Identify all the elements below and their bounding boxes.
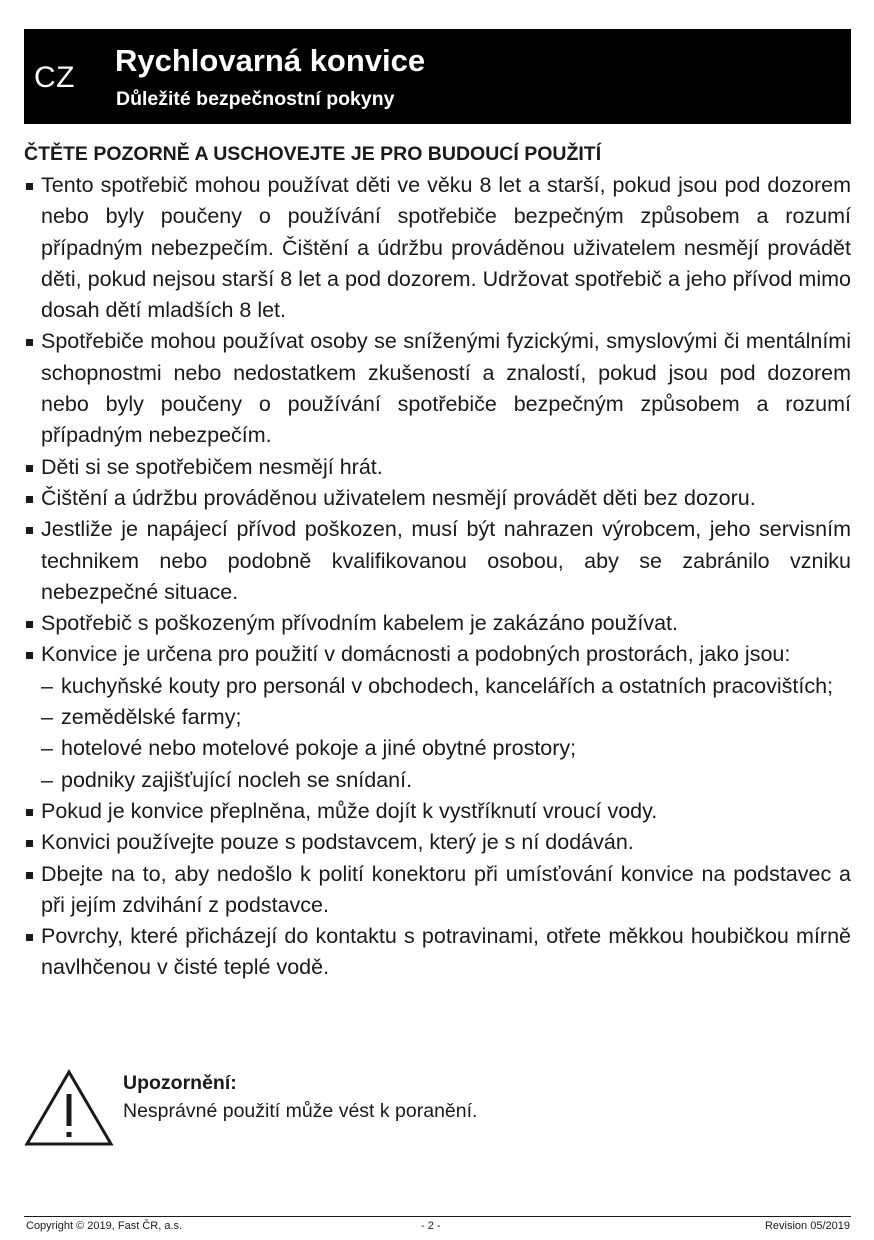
warning-triangle-icon: [24, 1068, 114, 1148]
warning-title: Upozornění:: [123, 1072, 237, 1094]
language-code: CZ: [34, 61, 75, 94]
list-item: [24, 514, 851, 608]
bullet-square-icon: [26, 809, 33, 816]
list-item-text: Spotřebiče mohou používat osoby se sníženými fyzickými, smyslovými či mentálními schopnostmi nebo nedostatkem zkušeností a znalostí, pokud jsou pod dozorem nebo byly poučeny o používání spotřebiče bezpečným způsobem a rozumí případným nebezpečím.: [41, 329, 851, 448]
footer-copyright: Copyright © 2019, Fast ČR, a.s.: [26, 1220, 183, 1232]
list-item: [24, 827, 851, 858]
sub-list: [41, 671, 851, 796]
bullet-square-icon: [26, 934, 33, 941]
bullet-square-icon: [26, 496, 33, 503]
list-item-text: Čištění a údržbu prováděnou uživatelem nesmějí provádět děti bez dozoru.: [41, 485, 756, 510]
sub-list-item: [41, 702, 851, 733]
header-bar: [24, 29, 851, 124]
list-item: [24, 608, 851, 639]
sub-list-item: [41, 765, 851, 796]
list-item: [24, 796, 851, 827]
sub-list-item: [41, 671, 851, 702]
section-heading: ČTĚTE POZORNĚ A USCHOVEJTE JE PRO BUDOUCÍ POUŽITÍ: [24, 143, 602, 165]
dash-marker: –: [41, 705, 53, 730]
list-item-text: Povrchy, které přicházejí do kontaktu s potravinami, otřete měkkou houbičkou mírně navlhčenou v čisté teplé vodě.: [41, 924, 851, 980]
list-item-text: Tento spotřebič mohou používat děti ve věku 8 let a starší, pokud jsou pod dozorem nebo byly poučeny o používání spotřebiče bezpečným způsobem a rozumí případným nebezpečím. Čištění a údržbu prováděnou uživatelem nesmějí provádět děti, pokud nejsou starší 8 let a pod dozorem. Udržovat spotřebič a jeho přívod mimo dosah dětí mladších 8 let.: [41, 173, 851, 323]
page-title: Rychlovarná konvice: [115, 43, 426, 78]
bullet-square-icon: [26, 872, 33, 879]
list-item: [24, 639, 851, 795]
sub-list-item-text: hotelové nebo motelové pokoje a jiné obytné prostory;: [61, 736, 577, 761]
list-item: [24, 326, 851, 451]
warning-text: Nesprávné použití může vést k poranění.: [123, 1100, 478, 1122]
list-item-text: Spotřebič s poškozeným přívodním kabelem je zakázáno používat.: [41, 611, 678, 636]
list-item-text: Pokud je konvice přeplněna, může dojít k vystříknutí vroucí vody.: [41, 798, 658, 823]
bullet-square-icon: [26, 840, 33, 847]
list-item-text: Konvici používejte pouze s podstavcem, který je s ní dodáván.: [41, 830, 634, 855]
bullet-square-icon: [26, 465, 33, 472]
sub-list-item-text: kuchyňské kouty pro personál v obchodech, kancelářích a ostatních pracovištích;: [61, 673, 834, 698]
bullet-square-icon: [26, 621, 33, 628]
footer-page-number: - 2 -: [421, 1220, 441, 1232]
list-item: [24, 452, 851, 483]
footer-divider: [24, 1216, 851, 1217]
list-item: [24, 859, 851, 922]
footer-revision: Revision 05/2019: [764, 1220, 850, 1232]
bullet-square-icon: [26, 183, 33, 190]
bullet-square-icon: [26, 652, 33, 659]
list-item-text: Dbejte na to, aby nedošlo k polití konektoru při umísťování konvice na podstavec a při jejím zdvihání z podstavce.: [41, 861, 851, 917]
bullet-square-icon: [26, 339, 33, 346]
bullet-square-icon: [26, 527, 33, 534]
sub-list-item-text: podniky zajišťující nocleh se snídaní.: [61, 767, 413, 792]
sub-list-item: [41, 733, 851, 764]
warning-box: [24, 1068, 851, 1148]
list-item-text: Jestliže je napájecí přívod poškozen, musí být nahrazen výrobcem, jeho servisním technikem nebo podobně kvalifikovanou osobou, aby se zabránilo vzniku nebezpečné situace.: [41, 517, 851, 604]
dash-marker: –: [41, 736, 53, 761]
list-item: [24, 921, 851, 984]
list-item-text: Konvice je určena pro použití v domácnosti a podobných prostorách, jako jsou:: [41, 642, 791, 667]
dash-marker: –: [41, 767, 53, 792]
list-item-text: Děti si se spotřebičem nesmějí hrát.: [41, 454, 383, 479]
sub-list-item-text: zemědělské farmy;: [61, 705, 242, 730]
list-item: [24, 170, 851, 326]
page-subtitle: Důležité bezpečnostní pokyny: [116, 88, 395, 110]
dash-marker: –: [41, 673, 53, 698]
safety-list: [24, 170, 851, 984]
list-item: [24, 483, 851, 514]
safety-content: [24, 139, 851, 984]
